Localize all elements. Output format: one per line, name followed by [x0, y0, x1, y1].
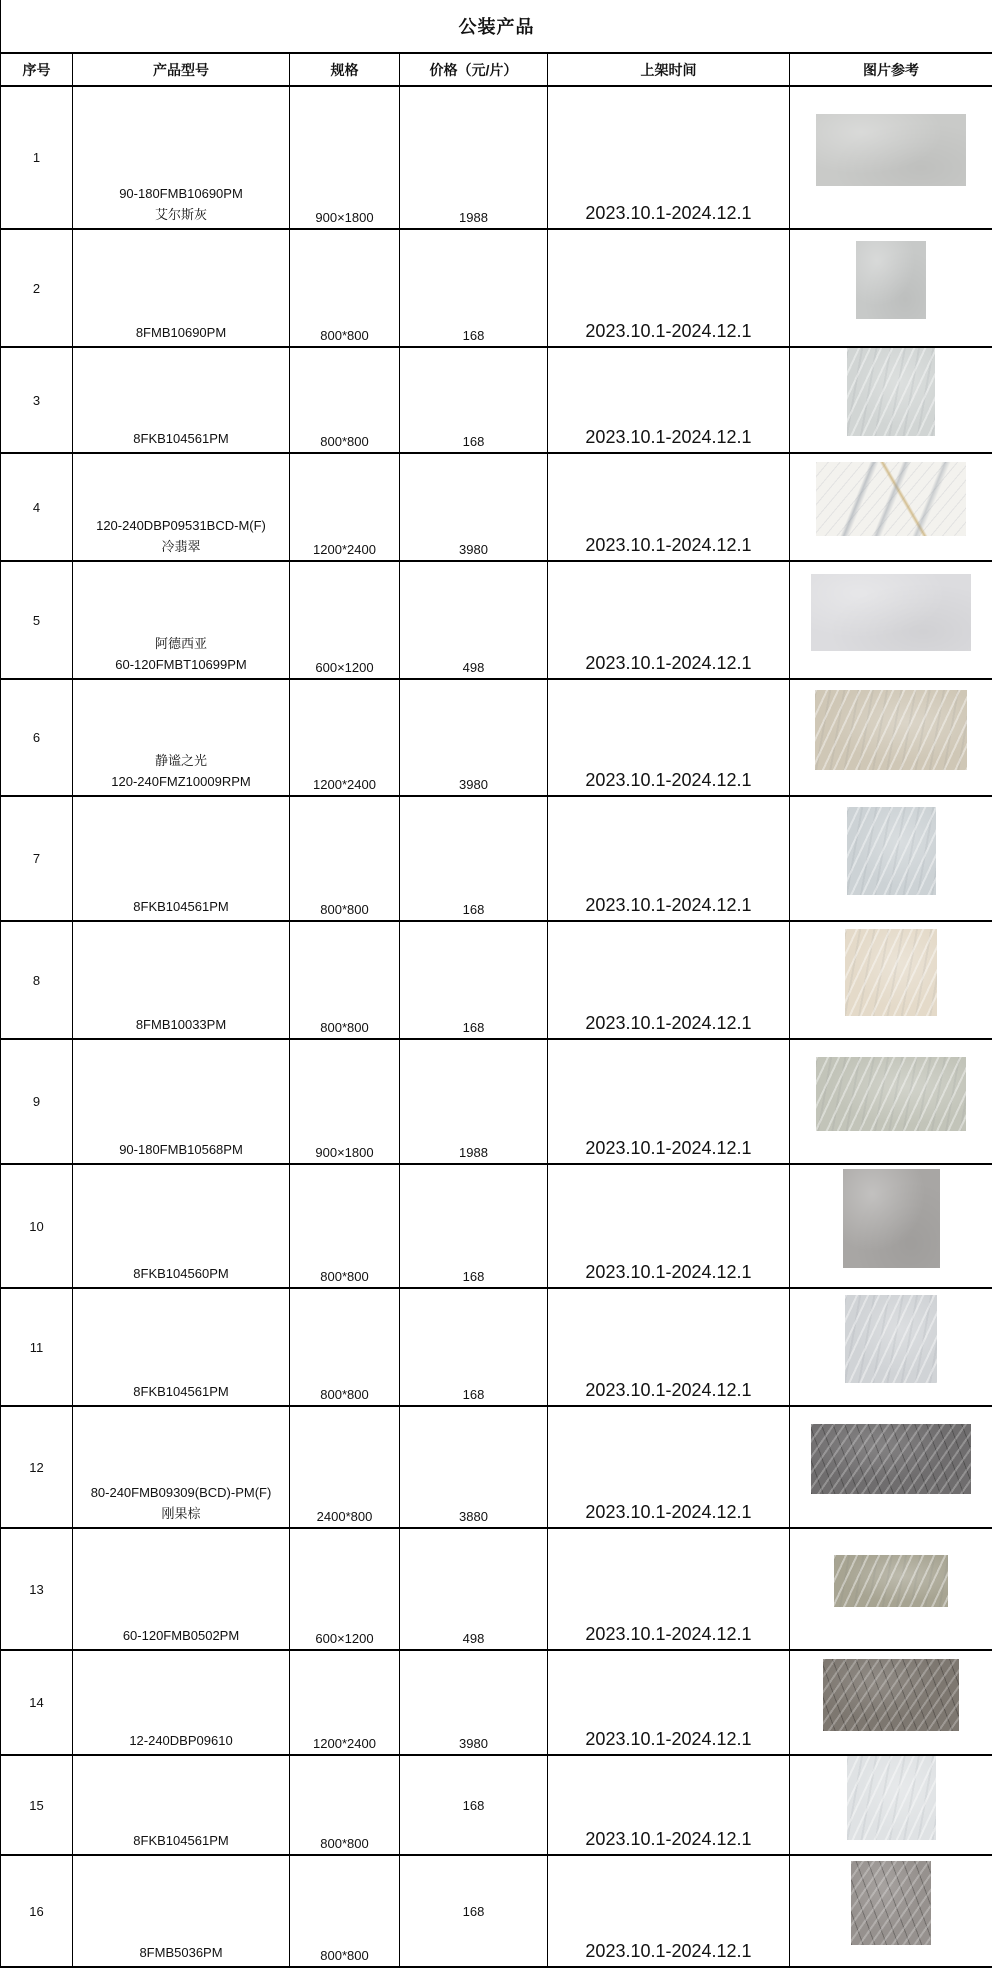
- product-model-cell: [73, 453, 290, 561]
- table-row: [1, 1755, 992, 1855]
- model-line: 90-180FMB10568PM: [119, 1142, 243, 1157]
- tile-image-cell: [790, 679, 992, 796]
- shelf-date-cell: 2023.10.1-2024.12.1: [548, 1288, 790, 1406]
- shelf-date-cell: 2023.10.1-2024.12.1: [548, 1164, 790, 1288]
- model-line: 8FKB104561PM: [133, 1833, 229, 1848]
- tile-image-cell: [790, 1528, 992, 1650]
- tile-image-cell: [790, 1855, 992, 1967]
- model-line: 80-240FMB09309(BCD)-PM(F): [90, 1485, 272, 1500]
- table-row: [1, 1855, 992, 1967]
- product-model-cell: [73, 921, 290, 1039]
- model-line: 8FKB104560PM: [133, 1266, 229, 1281]
- table-row: [1, 1039, 992, 1164]
- table-row: [1, 796, 992, 921]
- row-number-cell: 3: [1, 347, 73, 453]
- model-line: 90-180FMB10690PM: [119, 186, 243, 201]
- row-number-cell: 16: [1, 1855, 73, 1967]
- model-line: 12-240DBP09610: [129, 1733, 233, 1748]
- shelf-date-cell: 2023.10.1-2024.12.1: [548, 453, 790, 561]
- column-header-price: 价格（元/片）: [400, 53, 548, 86]
- product-model-cell: [73, 561, 290, 679]
- row-number-cell: 15: [1, 1755, 73, 1855]
- model-line: 120-240FMZ10009RPM: [111, 774, 251, 789]
- product-model-cell: [73, 86, 290, 229]
- model-line: 刚果棕: [161, 1506, 201, 1521]
- table-row: [1, 1288, 992, 1406]
- tile-image-cell: [790, 229, 992, 347]
- product-model-cell: [73, 1288, 290, 1406]
- spec-cell: 1200*2400: [290, 1650, 400, 1755]
- price-cell: 3980: [400, 679, 548, 796]
- tile-image: [843, 1169, 940, 1268]
- row-number-cell: 9: [1, 1039, 73, 1164]
- tile-image: [856, 241, 926, 319]
- table-row: [1, 921, 992, 1039]
- table-row: [1, 1164, 992, 1288]
- tile-image: [845, 1295, 937, 1383]
- model-line: 阿德西亚: [154, 636, 207, 651]
- model-line: 静谧之光: [154, 753, 207, 768]
- row-number-cell: 8: [1, 921, 73, 1039]
- tile-image: [847, 1755, 936, 1840]
- price-cell: 168: [400, 1755, 548, 1855]
- tile-image-cell: [790, 561, 992, 679]
- tile-image-cell: [790, 1039, 992, 1164]
- price-cell: 3880: [400, 1406, 548, 1528]
- tile-image: [816, 462, 966, 536]
- column-header-model: 产品型号: [73, 53, 290, 86]
- price-cell: 1988: [400, 86, 548, 229]
- row-number-cell: 1: [1, 86, 73, 229]
- price-cell: 498: [400, 561, 548, 679]
- model-line: 艾尔斯灰: [154, 207, 207, 222]
- shelf-date-cell: 2023.10.1-2024.12.1: [548, 1528, 790, 1650]
- row-number-cell: 13: [1, 1528, 73, 1650]
- title-row: [1, 0, 992, 53]
- shelf-date-cell: 2023.10.1-2024.12.1: [548, 679, 790, 796]
- shelf-date-cell: 2023.10.1-2024.12.1: [548, 1755, 790, 1855]
- price-cell: 168: [400, 921, 548, 1039]
- tile-image-cell: [790, 1650, 992, 1755]
- spec-cell: 800*800: [290, 1755, 400, 1855]
- model-line: 冷翡翠: [161, 539, 201, 554]
- price-cell: 1988: [400, 1039, 548, 1164]
- model-line: 8FKB104561PM: [133, 431, 229, 446]
- spec-cell: 800*800: [290, 1855, 400, 1967]
- table-body: [1, 86, 992, 1967]
- price-cell: 168: [400, 796, 548, 921]
- shelf-date-cell: 2023.10.1-2024.12.1: [548, 1650, 790, 1755]
- spec-cell: 1200*2400: [290, 679, 400, 796]
- tile-image: [816, 114, 966, 186]
- column-header-shelf-date: 上架时间: [548, 53, 790, 86]
- spec-cell: 900×1800: [290, 86, 400, 229]
- tile-image-cell: [790, 1164, 992, 1288]
- spec-cell: 800*800: [290, 1288, 400, 1406]
- spec-cell: 600×1200: [290, 1528, 400, 1650]
- model-line: 8FMB10033PM: [135, 1017, 227, 1032]
- product-model-cell: [73, 1039, 290, 1164]
- model-line: 60-120FMBT10699PM: [115, 657, 247, 672]
- model-line: 8FMB10690PM: [135, 325, 227, 340]
- spec-cell: 800*800: [290, 347, 400, 453]
- shelf-date-cell: 2023.10.1-2024.12.1: [548, 86, 790, 229]
- tile-image: [834, 1555, 948, 1607]
- product-model-cell: [73, 347, 290, 453]
- product-model-cell: [73, 229, 290, 347]
- tile-image: [815, 690, 967, 770]
- tile-image-cell: [790, 921, 992, 1039]
- row-number-cell: 11: [1, 1288, 73, 1406]
- tile-image: [816, 1057, 966, 1131]
- price-cell: 168: [400, 229, 548, 347]
- header-row: [1, 53, 992, 86]
- price-cell: 168: [400, 1288, 548, 1406]
- spec-cell: 800*800: [290, 921, 400, 1039]
- row-number-cell: 2: [1, 229, 73, 347]
- table-row: [1, 1650, 992, 1755]
- tile-image: [811, 574, 971, 651]
- product-model-cell: [73, 1855, 290, 1967]
- row-number-cell: 6: [1, 679, 73, 796]
- price-cell: 498: [400, 1528, 548, 1650]
- shelf-date-cell: 2023.10.1-2024.12.1: [548, 1406, 790, 1528]
- table-row: [1, 1406, 992, 1528]
- row-number-cell: 5: [1, 561, 73, 679]
- column-header-image: 图片参考: [790, 53, 992, 86]
- spec-cell: 2400*800: [290, 1406, 400, 1528]
- model-line: 8FKB104561PM: [133, 899, 229, 914]
- price-cell: 168: [400, 1164, 548, 1288]
- product-model-cell: [73, 1650, 290, 1755]
- tile-image: [851, 1861, 931, 1945]
- product-model-cell: [73, 1755, 290, 1855]
- row-number-cell: 12: [1, 1406, 73, 1528]
- tile-image: [823, 1659, 959, 1731]
- tile-image: [847, 348, 935, 436]
- row-number-cell: 14: [1, 1650, 73, 1755]
- spec-cell: 800*800: [290, 229, 400, 347]
- shelf-date-cell: 2023.10.1-2024.12.1: [548, 561, 790, 679]
- tile-image-cell: [790, 1755, 992, 1855]
- table-row: [1, 229, 992, 347]
- model-line: 120-240DBP09531BCD-M(F): [96, 518, 266, 533]
- table-row: [1, 1528, 992, 1650]
- column-header-index: 序号: [1, 53, 73, 86]
- product-model-cell: [73, 1406, 290, 1528]
- model-line: 60-120FMB0502PM: [122, 1628, 240, 1643]
- shelf-date-cell: 2023.10.1-2024.12.1: [548, 1039, 790, 1164]
- table-row: [1, 561, 992, 679]
- row-number-cell: 7: [1, 796, 73, 921]
- product-model-cell: [73, 1528, 290, 1650]
- model-line: 8FKB104561PM: [133, 1384, 229, 1399]
- price-cell: 3980: [400, 453, 548, 561]
- product-model-cell: [73, 796, 290, 921]
- table-row: [1, 347, 992, 453]
- row-number-cell: 10: [1, 1164, 73, 1288]
- shelf-date-cell: 2023.10.1-2024.12.1: [548, 347, 790, 453]
- tile-image-cell: [790, 453, 992, 561]
- spec-cell: 900×1800: [290, 1039, 400, 1164]
- page-title: 公装产品: [1, 0, 992, 53]
- tile-image-cell: [790, 347, 992, 453]
- tile-image-cell: [790, 796, 992, 921]
- price-cell: 3980: [400, 1650, 548, 1755]
- product-model-cell: [73, 1164, 290, 1288]
- column-header-spec: 规格: [290, 53, 400, 86]
- spec-cell: 800*800: [290, 796, 400, 921]
- table-row: [1, 679, 992, 796]
- tile-image: [811, 1424, 971, 1494]
- row-number-cell: 4: [1, 453, 73, 561]
- table-row: [1, 453, 992, 561]
- model-line: 8FMB5036PM: [139, 1945, 223, 1960]
- tile-image: [845, 929, 937, 1016]
- price-cell: 168: [400, 347, 548, 453]
- spec-cell: 800*800: [290, 1164, 400, 1288]
- shelf-date-cell: 2023.10.1-2024.12.1: [548, 229, 790, 347]
- price-cell: 168: [400, 1855, 548, 1967]
- tile-image-cell: [790, 1406, 992, 1528]
- tile-image-cell: [790, 1288, 992, 1406]
- product-model-cell: [73, 679, 290, 796]
- tile-image-cell: [790, 86, 992, 229]
- shelf-date-cell: 2023.10.1-2024.12.1: [548, 1855, 790, 1967]
- spec-cell: 600×1200: [290, 561, 400, 679]
- table-row: [1, 86, 992, 229]
- shelf-date-cell: 2023.10.1-2024.12.1: [548, 796, 790, 921]
- tile-image: [847, 807, 936, 895]
- spec-cell: 1200*2400: [290, 453, 400, 561]
- shelf-date-cell: 2023.10.1-2024.12.1: [548, 921, 790, 1039]
